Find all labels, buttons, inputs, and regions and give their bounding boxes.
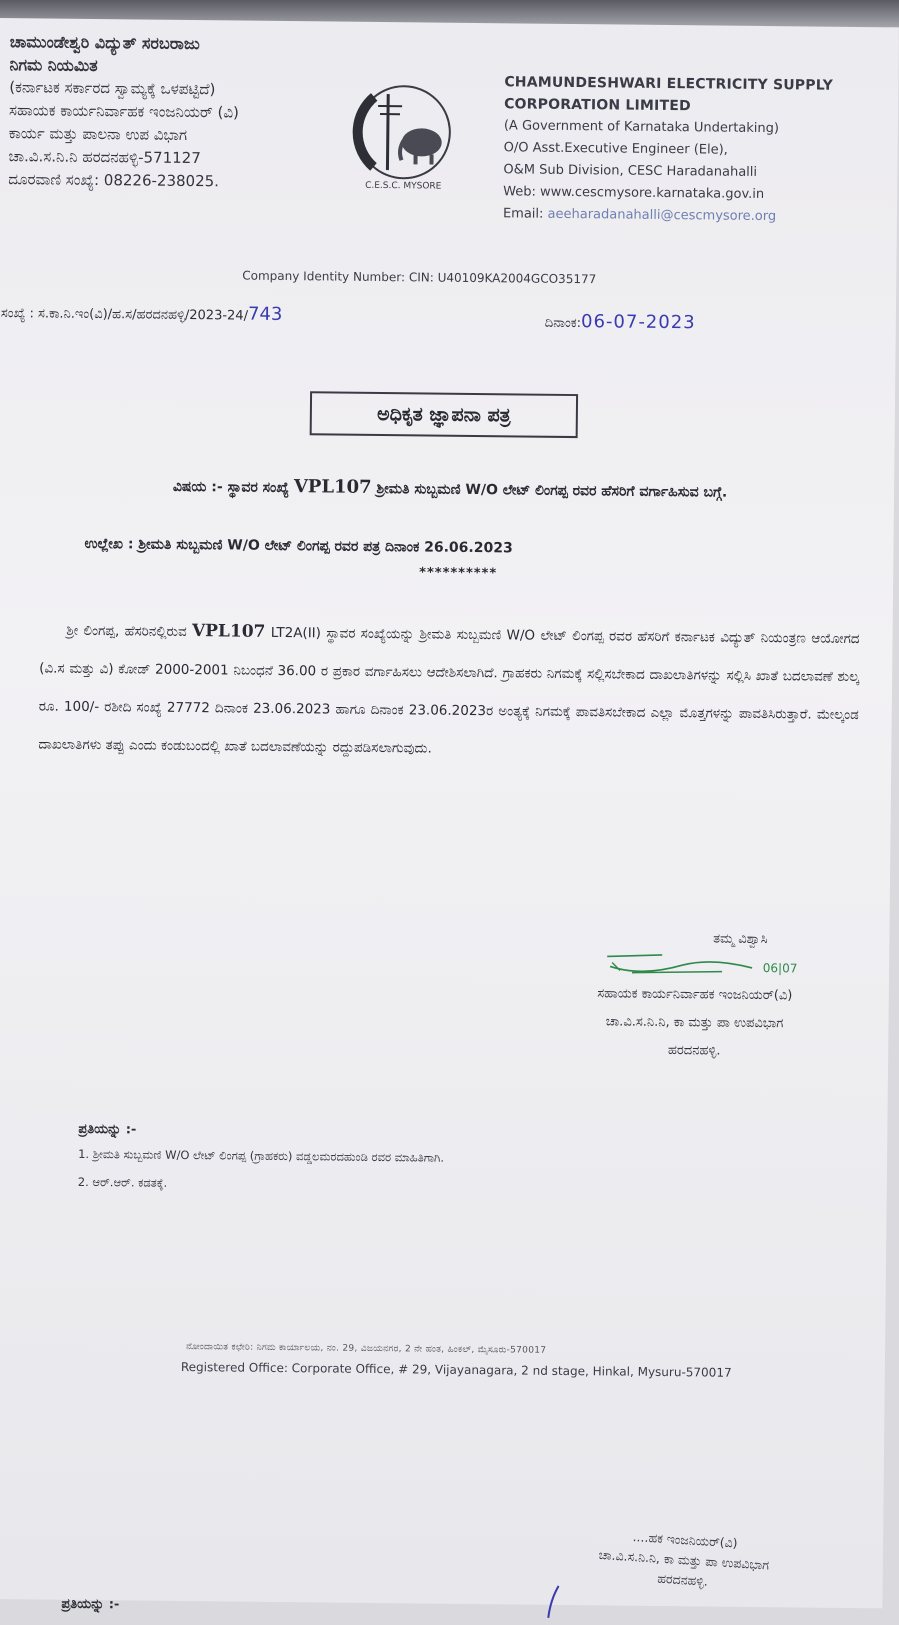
letter-date <box>545 311 696 334</box>
signatory-office: ಚಾ.ವಿ.ಸ.ನಿ.ನಿ, ಕಾ ಮತ್ತು ಪಾ ಉಪವಿಭಾಗ <box>534 1008 854 1039</box>
signatory-place: ಹರದನಹಳ್ಳಿ. <box>534 1036 854 1067</box>
division-line-kn: ಕಾರ್ಯ ಮತ್ತು ಪಾಲನಾ ಉಪ ವಿಭಾಗ <box>9 122 239 147</box>
cesc-logo <box>343 72 464 193</box>
next-page-signature: ....ಹಕ ಇಂಜನಿಯರ್(ವಿ) ಚಾ.ವಿ.ಸ.ನಿ.ನಿ, ಕಾ ಮತ್ತು ಪಾ ಉಪವಿಭಾಗ ಹರದನಹಳ್ಳಿ. <box>522 1520 845 1600</box>
body-paragraph: ಶ್ರೀ ಲಿಂಗಪ್ಪ, ಹೆಸರಿನಲ್ಲಿರುವ VPL107 LT2A(II) ಸ್ಥಾವರ ಸಂಖ್ಯೆಯನ್ನು ಶ್ರೀಮತಿ ಸುಬ್ಬಮಣಿ W/O ಲೇಟ್ ಲಿಂಗಪ್ಪ ರವರ ಹೆಸರಿಗೆ ಕರ್ನಾಟಕ ವಿದ್ಯುತ್ ನಿಯಂತ್ರಣ ಆಯೋಗದ (ವಿ.ಸ ಮತ್ತು ವಿ) ಕೋಡ್ 2000-2001 ನಿಬಂಧನೆ 36.00 ರ ಪ್ರಕಾರ ವರ್ಗಾಹಿಸಲು ಆದೇಶಿಸಲಾಗಿದೆ. ಗ್ರಾಹಕರು ನಿಗಮಕ್ಕೆ ಸಲ್ಲಿಸಬೇಕಾದ ದಾಖಲಾತಿಗಳನ್ನು ಸಲ್ಲಿಸಿ ಖಾತೆ ಬದಲಾವಣೆ ಶುಲ್ಕ ರೂ. 100/- ರಶೀದಿ ಸಂಖ್ಯೆ 27772 ದಿನಾಂಕ 23.06.2023 ಹಾಗೂ ದಿನಾಂಕ 23.06.2023ರ ಅಂತ್ಯಕ್ಕೆ ನಿಗಮಕ್ಕೆ ಪಾವತಿಸಬೇಕಾದ ಎಲ್ಲಾ ಮೊತ್ತಗಳನ್ನು ಪಾವತಿಸಿರುತ್ತಾರೆ. ಮೇಲ್ಕಂಡ ದಾಖಲಾತಿಗಳು ತಪ್ಪು ಎಂದು ಕಂಡುಬಂದಲ್ಲಿ ಖಾತೆ ಬದಲಾವಣೆಯನ್ನು ರದ್ದುಪಡಿಸಲಾಗುವುದು. <box>38 610 860 772</box>
letterhead-kannada <box>8 30 240 193</box>
document-page <box>0 18 899 1608</box>
footer-english: Registered Office: Corporate Office, # 29, Vijayanagara, 2 nd stage, Hinkal, Mysuru-570017 <box>181 1360 732 1380</box>
cin-number: Company Identity Number: CIN: U40109KA2004GCO35177 <box>242 269 596 287</box>
govt-line-en: (A Government of Karnataka Undertaking) <box>504 115 833 140</box>
logo-caption: C.E.S.C. MYSORE <box>365 181 442 192</box>
signature-block <box>534 924 855 1067</box>
reference-number-printed: ಸಂಖ್ಯೆ : ಸ.ಕಾ.ನಿ.ಇಂ(ವಿ)/ಹ.ಸ/ಹರದನಹಳ್ಳಿ/2023-24/ <box>1 306 248 324</box>
copy-item: 2. ಆರ್.ಆರ್. ಕಡತಕ್ಕೆ. <box>78 1175 168 1191</box>
office-line-kn: ಸಹಾಯಕ ಕಾರ್ಯನಿರ್ವಾಹಕ ಇಂಜನಿಯರ್ (ವಿ) <box>9 99 239 124</box>
yours-faithfully: ತಮ್ಮ ವಿಶ್ವಾಸಿ <box>535 924 855 955</box>
signature-date: 06|07 <box>535 952 855 983</box>
reference-line: ಉಲ್ಲೇಖ : ಶ್ರೀಮತಿ ಸುಬ್ಬಮಣಿ W/O ಲೇಟ್ ಲಿಂಗಪ್ಪ ರವರ ಪತ್ರ ದಿನಾಂಕ 26.06.2023 <box>84 536 512 556</box>
body-code: VPL107 <box>192 621 266 642</box>
org-name-en-line1: CHAMUNDESHWARI ELECTRICITY SUPPLY <box>504 71 833 96</box>
footer-kannada: ನೋಂದಾಯಿತ ಕಛೇರಿ: ನಿಗಮ ಕಾರ್ಯಾಲಯ, ನಂ. 29, ವಿಜಯನಗರ, 2 ನೇ ಹಂತ, ಹಿಂಕಲ್, ಮೈಸೂರು-570017 <box>186 1342 546 1356</box>
reference-number <box>1 301 283 325</box>
letterhead-english <box>503 71 833 228</box>
division-line-en: O&M Sub Division, CESC Haradanahalli <box>503 159 832 184</box>
email-line: Email: aeeharadanahalli@cescmysore.org <box>503 203 832 228</box>
signature-scribble <box>602 946 762 990</box>
email-link[interactable]: aeeharadanahalli@cescmysore.org <box>547 207 776 224</box>
copies-title: ಪ್ರತಿಯನ್ನು :- <box>78 1122 136 1138</box>
phone-line-kn: ದೂರವಾಣಿ ಸಂಖ್ಯೆ: 08226-238025. <box>8 168 238 193</box>
next-page-copies-title: ಪ್ರತಿಯನ್ನು :- <box>61 1597 119 1613</box>
subject-code: VPL107 <box>294 476 372 498</box>
address-line-kn: ಚಾ.ವಿ.ಸ.ನಿ.ನಿ ಹರದನಹಳ್ಳಿ-571127 <box>8 145 238 170</box>
copy-item: 1. ಶ್ರೀಮತಿ ಸುಬ್ಬಮಣಿ W/O ಲೇಟ್ ಲಿಂಗಪ್ಪ (ಗ್ರಾಹಕರು) ವಡ್ಡಲಮರದಹುಂಡಿ ರವರ ಮಾಹಿತಿಗಾಗಿ. <box>78 1147 444 1166</box>
org-name-kn-line1: ಚಾಮುಂಡೇಶ್ವರಿ ವಿದ್ಯುತ್ ಸರಬರಾಜು <box>10 30 240 55</box>
memo-title: ಅಧಿಕೃತ ಜ್ಞಾಪನಾ ಪತ್ರ <box>310 391 578 438</box>
web-line: Web: www.cescmysore.karnataka.gov.in <box>503 181 832 206</box>
separator-stars: ********** <box>419 565 497 581</box>
date-label: ದಿನಾಂಕ: <box>545 316 581 331</box>
govt-line-kn: (ಕರ್ನಾಟಕ ಸರ್ಕಾರದ ಸ್ವಾಮ್ಯಕ್ಕೆ ಒಳಪಟ್ಟಿದೆ) <box>9 76 239 101</box>
office-line-en: O/O Asst.Executive Engineer (Ele), <box>504 137 833 162</box>
reference-number-handwritten: 743 <box>248 304 283 325</box>
subject-line: ವಿಷಯ :- ಸ್ಥಾವರ ಸಂಖ್ಯೆ VPL107 ಶ್ರೀಮತಿ ಸುಬ್ಬಮಣಿ W/O ಲೇಟ್ ಲಿಂಗಪ್ಪ ರವರ ಹೆಸರಿಗೆ ವರ್ಗಾಹಿಸುವ ಬಗ್ಗೆ. <box>55 474 845 505</box>
org-name-en-line2: CORPORATION LIMITED <box>504 93 833 118</box>
date-handwritten: 06-07-2023 <box>581 311 696 333</box>
org-name-kn-line2: ನಿಗಮ ನಿಯಮಿತ <box>9 53 239 78</box>
pen-mark-icon <box>528 1582 568 1622</box>
signatory-designation: ಸಹಾಯಕ ಕಾರ್ಯನಿರ್ವಾಹಕ ಇಂಜನಿಯರ್(ವಿ) <box>535 980 855 1011</box>
